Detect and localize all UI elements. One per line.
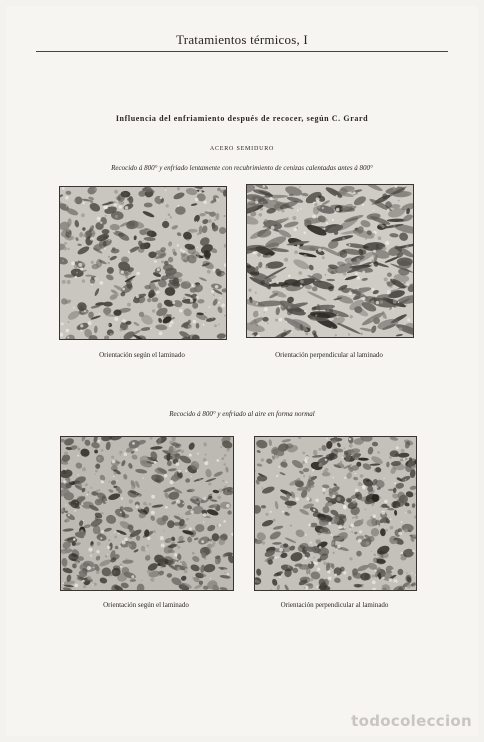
watermark-text: todocoleccion bbox=[351, 712, 472, 730]
plate-title: Influencia del enfriamiento después de recocer, según C. Grard bbox=[115, 114, 369, 123]
micrograph-1-longitudinal bbox=[59, 186, 227, 340]
header-rule bbox=[36, 51, 448, 52]
running-title: Tratamientos térmicos, I bbox=[176, 32, 308, 47]
section-2-caption: Recocido á 800° y enfriado al aire en forma normal bbox=[169, 410, 315, 418]
micrograph-3-longitudinal bbox=[60, 436, 234, 591]
micrograph-1-label: Orientación según el laminado bbox=[99, 351, 185, 359]
book-page bbox=[6, 6, 478, 736]
micrograph-2-image bbox=[247, 185, 413, 337]
micrograph-4-transverse bbox=[254, 436, 417, 591]
material-heading: ACERO SEMIDURO bbox=[209, 146, 275, 152]
micrograph-1-image bbox=[60, 187, 226, 339]
micrograph-2-transverse bbox=[246, 184, 414, 338]
micrograph-3-image bbox=[61, 437, 233, 590]
micrograph-4-label: Orientación perpendicular al laminado bbox=[280, 601, 389, 609]
micrograph-2-label: Orientación perpendicular al laminado bbox=[275, 351, 383, 359]
section-1-caption: Recocido á 800° y enfriado lentamente con recubrimiento de cenizas calentadas antes á 800° bbox=[111, 164, 373, 172]
micrograph-3-label: Orientación según el laminado bbox=[103, 601, 189, 609]
micrograph-4-image bbox=[255, 437, 416, 590]
